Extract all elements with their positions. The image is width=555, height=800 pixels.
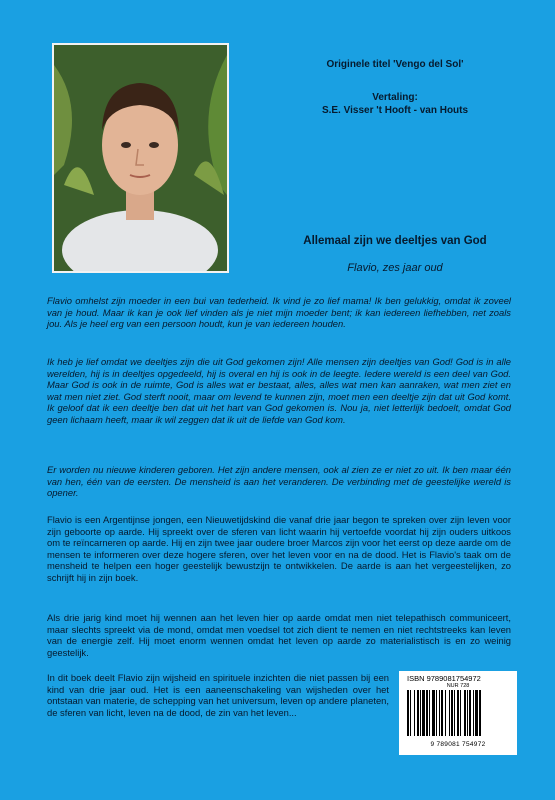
- paragraph-2: Ik heb je lief omdat we deeltjes zijn die uit God gekomen zijn! Alle mensen zijn deeltjes van God! God is in alle werelden, hij is in deeltjes opgedeeld, hij is overal en hij is ook in de leegte. Iedere wereld is een deel van God. Maar God is ook in de ruimte, God is alles wat er bestaat, alles, alles wat men kan aanraken, wat men ziet en wat men niet ziet. God sterft nooit, maar om levend te kunnen zijn, moet men een deeltje zijn dat uit God komt. Ik geloof dat ik een deeltje ben dat uit het hart van God gekomen is. Nou ja, niet letterlijk bedoelt, omdat God geen lichaam heeft, maar ik wil zeggen dat ik uit de liefde van God kom.: [47, 356, 511, 425]
- book-title: Allemaal zijn we deeltjes van God: [303, 235, 487, 247]
- nur-text: NUR 728: [446, 683, 470, 689]
- paragraph-5: Als drie jarig kind moet hij wennen aan het leven hier op aarde omdat men niet telepathisch communiceert, maar slechts spreekt via de mond, omdat men voedsel tot zich dient te nemen en niet rechtstreeks kan leven van de energie zelf. Hij moet enorm wennen omdat het leven op aarde zo materialistisch is en zo weinig geestelijk.: [47, 612, 511, 658]
- paragraph-1: Flavio omhelst zijn moeder in een bui van tederheid. Ik vind je zo lief mama! Ik ben gelukkig, omdat ik zoveel van je houd. Maar ik kan je ook lief vinden als je niet mijn moeder bent; ik kan iedereen liefhebben, net zoals jou. Als je heel erg van een persoon houdt, kun je van iedereen houden.: [47, 295, 511, 330]
- author-photo: [52, 43, 229, 273]
- boy-portrait-image: [54, 45, 227, 271]
- isbn-barcode: [399, 671, 517, 755]
- credits-block: [240, 58, 550, 117]
- translation-label: Vertaling:: [372, 92, 418, 103]
- original-title: Originele titel 'Vengo del Sol': [326, 59, 464, 70]
- book-subtitle: Flavio, zes jaar oud: [347, 262, 443, 274]
- translator-name: S.E. Visser 't Hooft - van Houts: [321, 105, 469, 116]
- barcode-bars-icon: [405, 690, 511, 736]
- paragraph-6: In dit boek deelt Flavio zijn wijsheid en spirituele inzichten die niet passen bij een kind van drie jaar oud. Het is een aaneenschakeling van wijsheden over het ontstaan van materie, de schepping van het universum, leven op andere planeten, de sferen van licht, leven na de dood, de zin van het leven...: [47, 672, 389, 718]
- paragraph-4: Flavio is een Argentijnse jongen, een Nieuwetijdskind die vanaf drie jaar begon te spreken over zijn leven voor zijn geboorte op aarde. Hij spreekt over de sferen van licht waarin hij vertoefde voordat hij zijn ouders uitkoos om te reïncarneren op aarde. Hij en zijn twee jaar oudere broer Marcos zijn voor het eerst op deze aarde om de mensen te informeren over deze hogere sferen, over het leven voor en na de dood. Het is Flavio's taak om de mensheid te helpen een hoger geestelijk bewustzijn te ontwikkelen. De aarde is aan het vergeestelijken, zo schrijft hij in zijn boek.: [47, 514, 511, 583]
- isbn-text: ISBN 9789081754972: [407, 674, 481, 683]
- barcode-digits: 9 789081 754972: [430, 741, 486, 748]
- paragraph-3: Er worden nu nieuwe kinderen geboren. Het zijn andere mensen, ook al zien ze er niet zo uit. Ik ben maar één van hen, één van de eersten. De mensheid is aan het veranderen. De verbinding met de geestelijke wereld is opener.: [47, 464, 511, 499]
